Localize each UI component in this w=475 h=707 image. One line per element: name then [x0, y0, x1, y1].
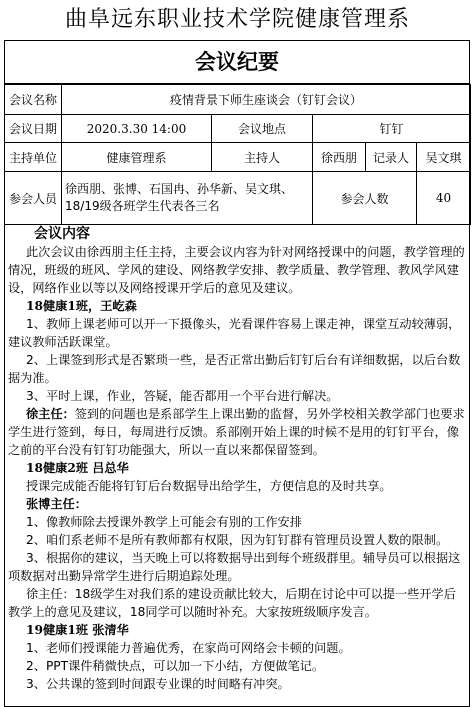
- host-label: 主持人: [212, 143, 313, 172]
- attendees-label: 参会人员: [5, 172, 62, 225]
- item-paragraph: 2、上课签到形式是否繁琐一些，是否正常出勤后钉钉后台有详细数据，以后台数据为准。: [8, 353, 461, 385]
- meeting-name-value: 疫情背景下师生座谈会（钉钉会议）: [62, 85, 471, 115]
- attendees-value: 徐西朋、张博、石国冉、孙华新、吴文琪、18/19级各班学生代表各三名: [62, 172, 313, 225]
- host-unit-value: 健康管理系: [62, 143, 212, 172]
- reply-speaker-label: 徐主任：: [26, 407, 75, 421]
- reply-speaker-heading: 张博主任：: [26, 497, 87, 511]
- speaker-18-health-1: 18健康1班，王屹森: [26, 299, 137, 313]
- reply-paragraph: [8, 405, 466, 459]
- minutes-heading: 会议内容: [34, 226, 90, 242]
- meeting-name-label: 会议名称: [5, 85, 62, 115]
- item-paragraph: 1、像教师除去授课外教学上可能会有别的工作安排: [26, 515, 302, 529]
- attendee-count-value: 40: [417, 172, 471, 225]
- recorder-label: 记录人: [366, 143, 417, 172]
- item-paragraph: 3、公共课的签到时间跟专业课的时间略有冲突。: [26, 677, 290, 691]
- item-paragraph: 2、PPT课件稍微快点，可以加一下小结，方便做笔记。: [26, 659, 325, 673]
- reply-paragraph: 徐主任：18级学生对我们系的建设贡献比较大，后期在讨论中可以提一些开学后教学上的意见及建议，18同学可以随时补充。大家按班级顺序发言。: [8, 587, 456, 619]
- document-subtitle: 会议纪要: [4, 40, 470, 84]
- reply-text: 签到的问题也是系部学生上课出勤的监督，另外学校相关教学部门也要求学生进行签到，每日，每周进行反馈。系部刚开始上课的时候不是用的钉钉平台，像之前的平台没有钉钉功能强大，所以一直以来都保留签到。: [8, 407, 465, 457]
- item-paragraph: 2、咱们系老师不是所有教师都有权限，因为钉钉群有管理员设置人数的限制。: [26, 533, 449, 547]
- document-title: 曲阜远东职业技术学院健康管理系: [64, 7, 410, 32]
- meeting-place-value: 钉钉: [313, 115, 471, 143]
- meeting-info-table: [4, 84, 471, 225]
- speaker-19-health-1: 19健康1班 张清华: [26, 623, 129, 637]
- speaker-18-health-2: 18健康2班 吕总华: [26, 461, 129, 475]
- meeting-minutes-body: [4, 224, 470, 707]
- meeting-place-label: 会议地点: [212, 115, 313, 143]
- meeting-date-value: 2020.3.30 14:00: [62, 115, 212, 143]
- host-unit-label: 主持单位: [5, 143, 62, 172]
- item-paragraph: 1、教师上课老师可以开一下摄像头，光看课件容易上课走神，课堂互动较薄弱，建议教师活跃课堂。: [8, 317, 461, 349]
- item-paragraph: 1、老师们授课能力普遍优秀，在家尚可网络会卡顿的问题。: [26, 641, 351, 655]
- recorder-value: 吴文琪: [417, 143, 471, 172]
- item-paragraph: 授课完成能否能将钉钉后台数据导出给学生，方便信息的及时共享。: [26, 479, 392, 493]
- item-paragraph: 3、平时上课，作业，答疑，能否都用一个平台进行解决。: [26, 389, 339, 403]
- host-value: 徐西朋: [313, 143, 366, 172]
- meeting-date-label: 会议日期: [5, 115, 62, 143]
- attendee-count-label: 参会人数: [313, 172, 417, 225]
- item-paragraph: 3、根据你的建议，当天晚上可以将数据导出到每个班级群里。辅导员可以根据这项数据对出勤异常学生进行后期追踪处理。: [8, 551, 461, 583]
- minutes-intro: 此次会议由徐西朋主任主持，主要会议内容为针对网络授课中的问题，教学管理的情况，班级的班风、学风的建设、网络教学安排、教学质量、教学管理、教风学风建设，网络作业以等以及网络授课开学后的意见及建议。: [8, 245, 465, 295]
